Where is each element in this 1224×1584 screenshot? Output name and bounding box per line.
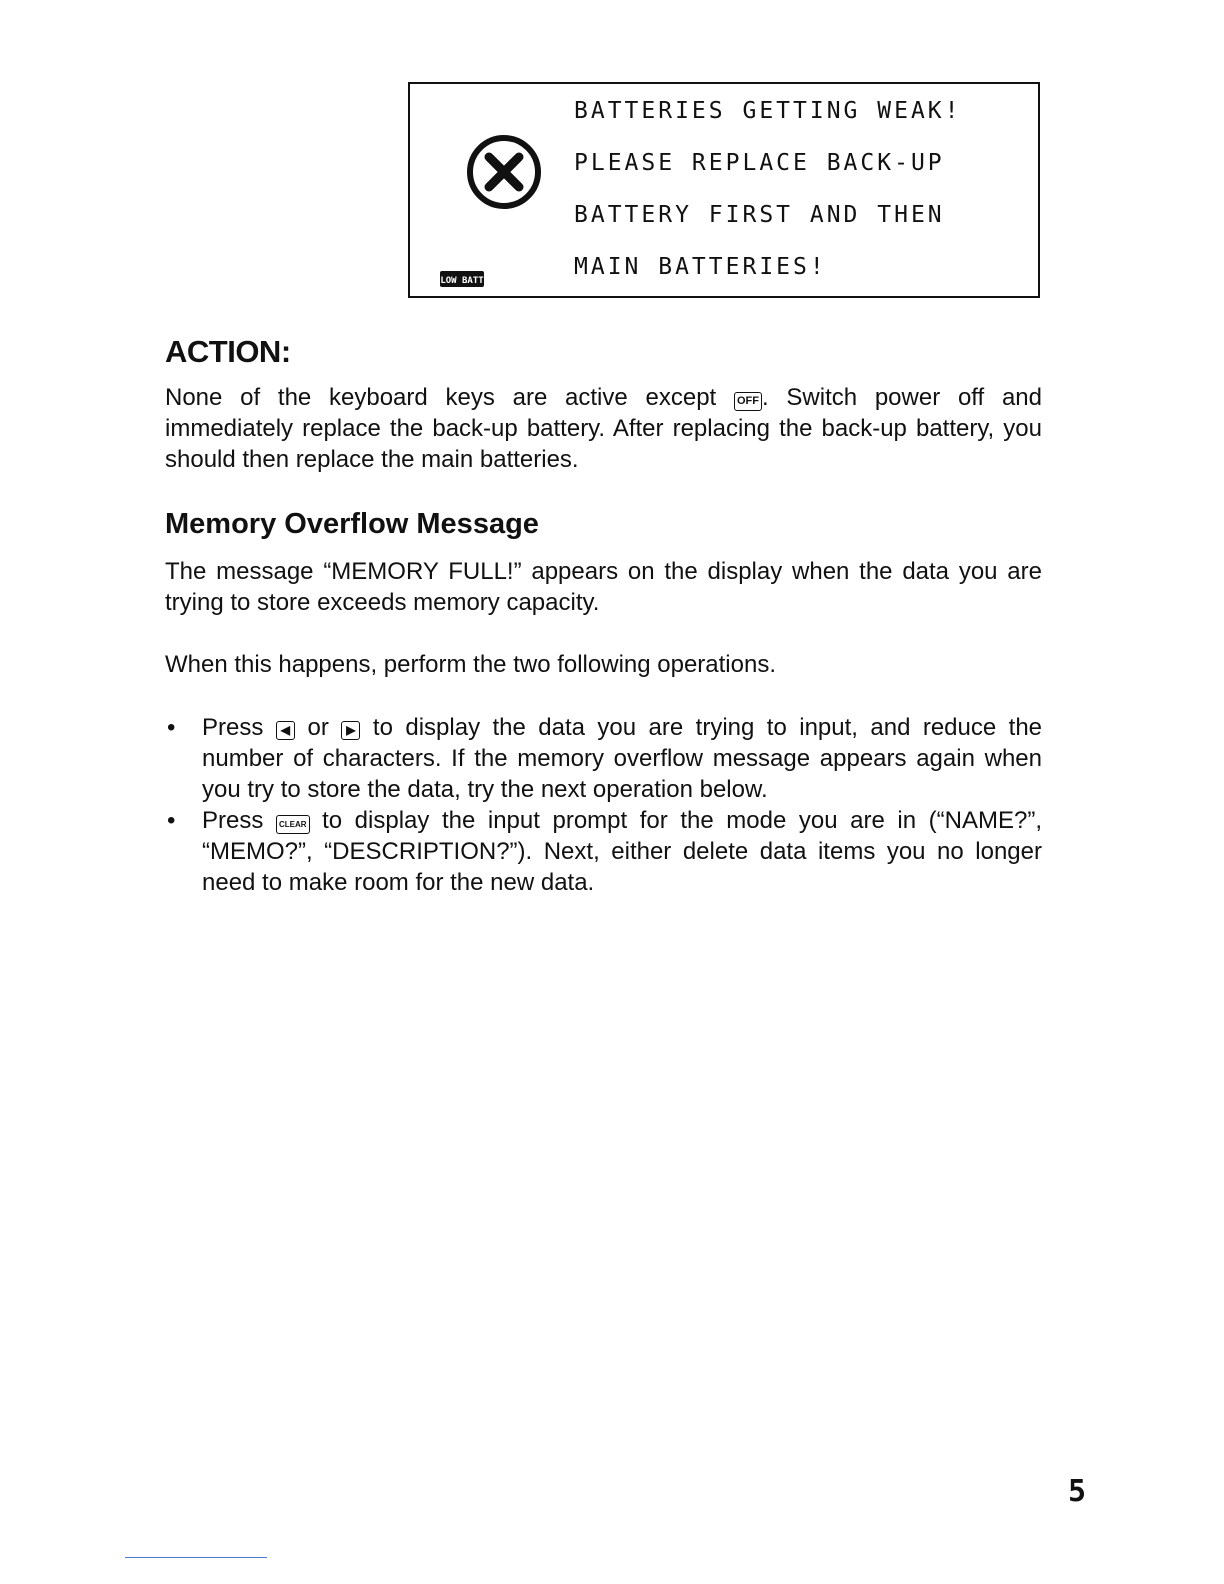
display-line-3: BATTERY FIRST AND THEN (574, 202, 945, 228)
action-heading: ACTION: (165, 334, 291, 369)
bullet-2-text: to display the input prompt for the mode you are in (“NAME?”, “MEMO?”, “DESCRIPTION?”). Next, either delete data items you no longer need to make room for the new data. (202, 807, 1042, 896)
or-label: or (307, 714, 329, 741)
display-line-4: MAIN BATTERIES! (574, 254, 827, 280)
display-line-2: PLEASE REPLACE BACK-UP (574, 150, 945, 176)
action-text-after-key: . Switch power off and immediately replace the back-up battery. After replacing the back-up battery, you should then replace the main batteries. (165, 384, 1042, 473)
bullet-icon: • (167, 714, 176, 741)
memory-overflow-heading: Memory Overflow Message (165, 508, 539, 540)
clear-key-icon: CLEAR (276, 815, 310, 834)
action-text-before-key: None of the keyboard keys are active except (165, 384, 717, 411)
footer-rule (125, 1557, 267, 1558)
display-line-1: BATTERIES GETTING WEAK! (574, 98, 962, 124)
bullet-1-text: to display the data you are trying to input, and reduce the number of characters. If the memory overflow message appears again when you try to store the data, try the next operation below. (202, 714, 1043, 803)
low-battery-indicator-icon (440, 270, 484, 288)
display-message-lines (574, 94, 962, 302)
operations-list (165, 712, 1042, 898)
list-item (165, 805, 1042, 898)
press-label: Press (202, 807, 264, 834)
right-arrow-key-icon: ▶ (341, 721, 360, 740)
page-number: 5 (1068, 1474, 1087, 1509)
left-arrow-key-icon: ◀ (276, 721, 295, 740)
lcd-display-box (408, 82, 1040, 298)
bullet-icon: • (167, 807, 176, 834)
svg-text:LOW BATT: LOW BATT (440, 276, 484, 286)
memory-paragraph-1: The message “MEMORY FULL!” appears on the display when the data you are trying to store exceeds memory capacity. (165, 558, 1042, 616)
action-paragraph (165, 382, 1042, 475)
circle-x-icon (464, 132, 544, 212)
off-key-icon: OFF (734, 392, 762, 411)
list-item (165, 712, 1042, 805)
memory-paragraph-2: When this happens, perform the two following operations. (165, 651, 777, 678)
press-label: Press (202, 714, 264, 741)
